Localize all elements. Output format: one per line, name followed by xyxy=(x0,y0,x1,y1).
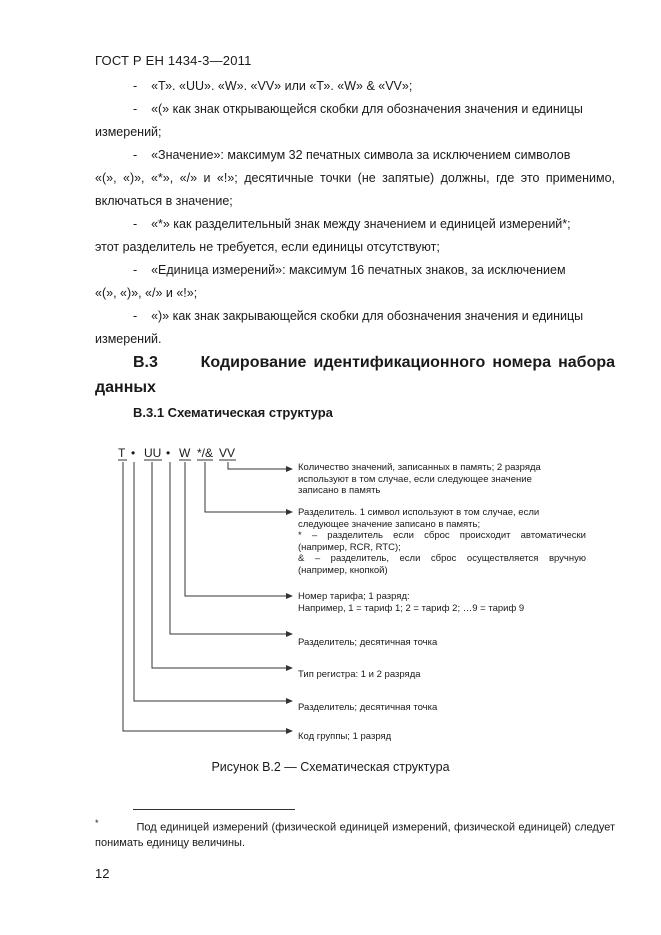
document-header: ГОСТ Р ЕН 1434-3—2011 xyxy=(95,53,252,68)
label-separator-reset-line-1: Разделитель. 1 символ используют в том случае, если xyxy=(298,507,540,518)
code-part-sep: */& xyxy=(197,446,214,460)
footnote-text: Под единицей измерений (физической единицей измерений, физической единицей) следует понимать единицу величины. xyxy=(95,821,616,849)
label-separator-reset-line-5: & – разделитель, если сброс осуществляется вручную xyxy=(298,553,586,564)
label-register-type: Тип регистра: 1 и 2 разряда xyxy=(298,669,421,680)
label-separator-reset-line-4: (например, RCR, RTC); xyxy=(298,541,401,553)
list-item-6-line-2: измерений. xyxy=(95,332,162,346)
list-item-6: - «)» как знак закрывающейся скобки для обозначения значения и единицы измерений. xyxy=(95,305,615,351)
figure-caption: Рисунок В.2 — Схематическая структура xyxy=(211,760,450,774)
page-number: 12 xyxy=(95,866,110,881)
label-tariff-number xyxy=(298,591,586,614)
list-item-2-line-2: измерений; xyxy=(95,125,162,139)
code-part-dot-1: • xyxy=(131,446,136,460)
list-item-1-line-1: «Т». «UU». «W». «VV» или «Т». «W» & «VV»; xyxy=(151,79,413,93)
section-title: Кодирование идентификационного номера набора данных xyxy=(95,354,616,396)
label-value-count xyxy=(298,462,586,497)
code-part-t: T xyxy=(118,446,126,460)
code-part-vv: VV xyxy=(219,446,236,460)
label-value-count-line-1: Количество значений, записанных в память; 2 разряда xyxy=(298,462,541,473)
list-item-3-line-1: «Значение»: максимум 32 печатных символа за исключением символов xyxy=(151,148,571,162)
list-item-6-line-1: «)» как знак закрывающейся скобки для обозначения значения и единицы xyxy=(151,309,584,323)
label-separator-reset-line-2: следующее значение записано в память; xyxy=(298,518,481,530)
list-item-4: - «*» как разделительный знак между значением и единицей измерений*; этот разделитель не требуется, если единицы отсутствуют; xyxy=(95,213,615,259)
label-value-count-line-2: используют в том случае, если следующее значение xyxy=(298,473,532,485)
section-number: В.3 xyxy=(133,354,158,371)
code-string xyxy=(118,446,235,460)
footnote-divider xyxy=(133,809,295,810)
list-item-5: - «Единица измерений»: максимум 16 печатных знаков, за исключением «(», «)», «/» и «!»; xyxy=(95,259,615,305)
label-separator-reset-line-6: (например, кнопкой) xyxy=(298,564,388,576)
list-item-3-line-3: включаться в значение; xyxy=(95,194,233,208)
list-item-3-line-2: «(», «)», «*», «/» и «!»; десятичные точки (не запятые) должны, где это применимо, xyxy=(95,171,615,185)
arrowheads xyxy=(286,466,293,734)
list-item-5-line-2: «(», «)», «/» и «!»; xyxy=(95,286,198,300)
list-item-4-line-2: этот разделитель не требуется, если единицы отсутствуют; xyxy=(95,240,440,254)
label-decimal-point-2: Разделитель; десятичная точка xyxy=(298,702,438,713)
code-part-dot-2: • xyxy=(166,446,171,460)
code-part-w: W xyxy=(179,446,191,460)
label-tariff-number-line-2: Например, 1 = тариф 1; 2 = тариф 2; …9 = тариф 9 xyxy=(298,602,525,614)
list-item-2-line-1: «(» как знак открывающейся скобки для обозначения значения и единицы xyxy=(151,102,583,116)
list-item-3: - «Значение»: максимум 32 печатных символа за исключением символов «(», «)», «*», «/» и «!»; десятичные точки (не запятые) должны, где это применимо, включаться в значение; xyxy=(95,144,615,213)
label-group-code: Код группы; 1 разряд xyxy=(298,731,392,742)
list-item-1: - «Т». «UU». «W». «VV» или «Т». «W» & «VV»; xyxy=(133,79,413,93)
list-item-4-line-1: «*» как разделительный знак между значением и единицей измерений*; xyxy=(151,217,571,231)
label-separator-reset-line-3: * – разделитель если сброс происходит автоматически xyxy=(298,530,586,541)
list-item-2: - «(» как знак открывающейся скобки для обозначения значения и единицы измерений; xyxy=(95,98,615,144)
connector-lines xyxy=(123,462,290,731)
label-tariff-number-line-1: Номер тарифа; 1 разряд: xyxy=(298,591,410,602)
label-separator-reset xyxy=(298,507,586,576)
code-part-uu: UU xyxy=(144,446,162,460)
footnote-mark: * xyxy=(95,818,99,828)
subsection-heading: В.3.1 Схематическая структура xyxy=(133,405,333,420)
label-value-count-line-3: записано в память xyxy=(298,485,381,496)
list-item-5-line-1: «Единица измерений»: максимум 16 печатных знаков, за исключением xyxy=(151,263,566,277)
footnote xyxy=(95,816,615,851)
label-decimal-point-1: Разделитель; десятичная точка xyxy=(298,637,438,648)
